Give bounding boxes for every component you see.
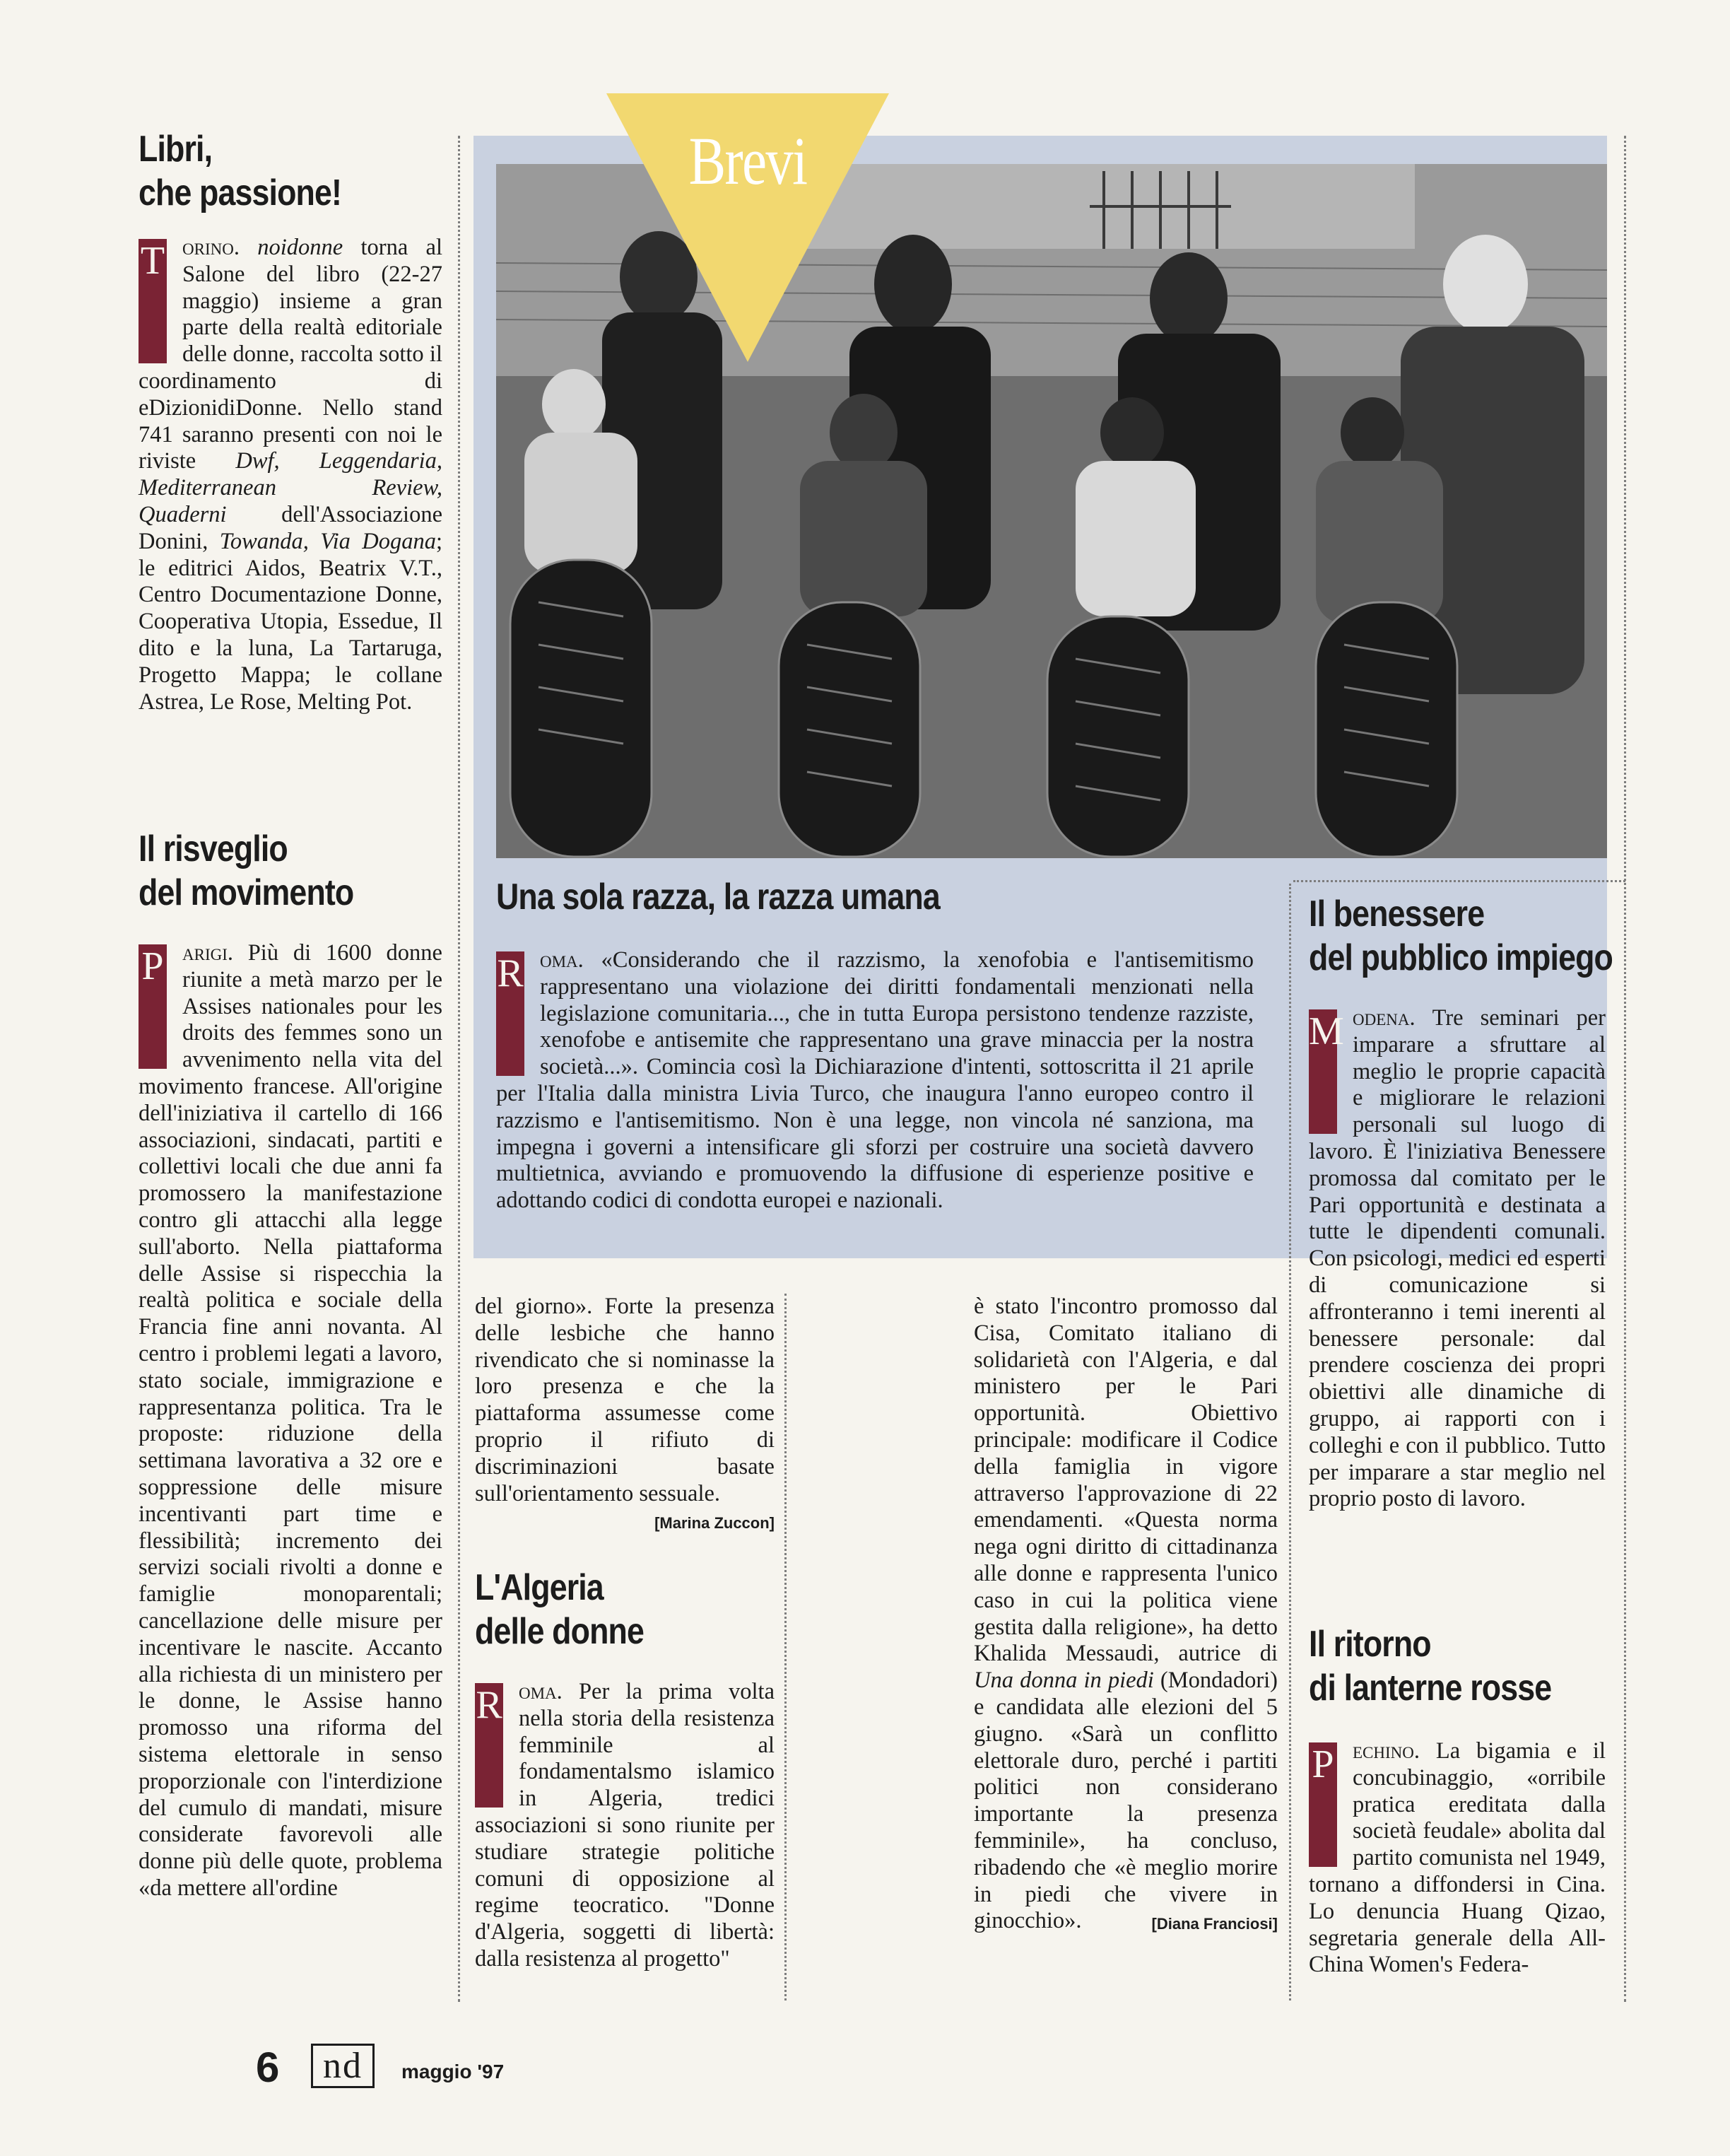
- body-lanterne: P echino. La bigamia e il concubinaggio, «orribile pratica ereditata dalla società feudale» abolita dal partito comunista nel 1949, tornano a diffondersi in Cina. Lo denuncia Huang Qizao, segretaria generale della All-China Women's Federa-: [1309, 1738, 1606, 1978]
- body-text: del giorno». Forte la presenza delle lesbiche che hanno rivendicato che si nominasse la loro presenza e che la piattaforma assumesse come proprio il rifiuto di discriminazioni basate sull'orientamento sessuale.: [475, 1294, 775, 1506]
- body-algeria: R oma. Per la prima volta nella storia della resistenza femminile al fondamentalsmo islamico in Algeria, tredici associazioni si sono riunite per studiare strategie politiche comuni di opposizione al regime teocratico. "Donne d'Algeria, soggetti di libertà: dalla resistenza al progetto": [475, 1679, 775, 1972]
- drop-cap: M: [1309, 1009, 1337, 1134]
- article-libri: [139, 127, 442, 715]
- author-byline: [Diana Franciosi]: [1151, 1915, 1278, 1933]
- author-byline: [Marina Zuccon]: [654, 1514, 775, 1533]
- headline-algeria: L'Algeria delle donne: [475, 1567, 645, 1652]
- drop-cap: R: [496, 951, 524, 1076]
- column-rule: [1624, 136, 1626, 2002]
- section-rule: [1293, 880, 1625, 882]
- body-libri: T orino. noidonne torna al Salone del libro (22-27 maggio) insieme a gran parte della realtà editoriale delle donne, raccolta sotto il coordinamento di eDizionidiDonne. Nello stand 741 saranno presenti con noi le riviste Dwf, Leggendaria, Mediterranean Review, Quaderni dell'Associazione Donini, Towanda, Via Dogana; le editrici Aidos, Beatrix V.T., Centro Documentazione Donne, Cooperativa Utopia, Essedue, Il dito e la luna, La Tartaruga, Progetto Mappa; le collane Astrea, Le Rose, Melting Pot.: [139, 235, 443, 715]
- drop-cap: T: [139, 239, 167, 363]
- body-text: La bigamia e il concubinaggio, «orribile pratica ereditata dalla società feudale» abolita dal partito comunista nel 1949, tornano a diffondersi in Cina. Lo denuncia Huang Qizao, segretaria generale della All-China Women's Federa-: [1309, 1738, 1606, 1978]
- headline-risveglio: Il risveglio del movimento: [139, 828, 354, 913]
- page-number: 6: [256, 2044, 280, 2091]
- body-text: è stato l'incontro promosso dal Cisa, Comitato italiano di solidarietà con l'Algeria, e dal ministero per le Pari opportunità. Obiettivo principale: modificare il Codice della famiglia in vigore attraverso l'approvazione di 22 emendamenti. «Questa norma nega ogni diritto di cittadinanza alle donne e rappresenta l'unico caso in cui la politica viene gestita dalla religione», ha detto Khalida Messaudi, autrice di Una donna in piedi (Mondadori) e candidata alle elezioni del 5 giugno. «Sarà un conflitto elettorale duro, perché i partiti politici non considerano importante la presenza femminile», ha concluso, ribadendo che «è meglio morire in piedi che vivere in ginocchio».: [974, 1294, 1278, 1934]
- headline-razza: Una sola razza, la razza umana: [496, 877, 940, 918]
- article-algeria-continued: [974, 1294, 1278, 1938]
- body-text: «Considerando che il razzismo, la xenofobia e l'antisemitismo rappresentano una violazione dei diritti fondamentali menzionati nella legislazione comunitaria..., che in tutta Europa persistono tendenze razziste, xenofobe e antisemite che rappresentano una grave minaccia per la nostra società...». Comincia così la Dichiarazione d'intenti, sottoscritta il 21 aprile per l'Italia dalla ministra Livia Turco, che inaugura l'anno europeo contro il razzismo e l'antisemitismo. Non è una legge, non vincola né sanziona, ma impegna i governi a intensificare gli sforzi per costruire una società davvero multietnica, avviando e promuovendo la diffusione di esperienze positive e adottando codici di condotta europei e nazionali.: [496, 947, 1254, 1214]
- column-rule: [458, 136, 460, 2002]
- drop-cap: P: [139, 944, 167, 1069]
- section-label: Brevi: [688, 123, 807, 199]
- column-rule: [1289, 884, 1291, 2000]
- article-razza: [496, 875, 1273, 919]
- drop-cap: R: [475, 1683, 503, 1808]
- headline-libri: Libri, che passione!: [139, 129, 342, 213]
- body-benessere: M odena. Tre seminari per imparare a sfruttare al meglio le proprie capacità e migliorare le relazioni personali sul luogo di lavoro. È l'iniziativa Benessere promossa dal comitato per le Pari opportunità e destinata a tutte le dipendenti comunali. Con psicologi, medici ed esperti di comunicazione si affronteranno i temi inerenti al benessere personale: dal prendere coscienza dei propri obiettivi alle dinamiche di gruppo, ai rapporti con i colleghi e con il pubblico. Tutto per imparare a star meglio nel proprio posto di lavoro.: [1309, 1005, 1606, 1512]
- body-text: Tre seminari per imparare a sfruttare al meglio le proprie capacità e migliorare le relazioni personali sul luogo di lavoro. È l'iniziativa Benessere promossa dal comitato per le Pari opportunità e destinata a tutte le dipendenti comunali. Con psicologi, medici ed esperti di comunicazione si affronteranno i temi inerenti al benessere personale: dal prendere coscienza dei propri obiettivi alle dinamiche di gruppo, ai rapporti con i colleghi e con il pubblico. Tutto per imparare a star meglio nel proprio posto di lavoro.: [1309, 1005, 1606, 1512]
- headline-lanterne: Il ritorno di lanterne rosse: [1309, 1624, 1552, 1709]
- drop-cap: P: [1309, 1742, 1337, 1867]
- article-algeria: [475, 1566, 775, 1973]
- body-risveglio: P arigi. Più di 1600 donne riunite a metà marzo per le Assises nationales pour les droits des femmes sono un avvenimento nella vita del movimento francese. All'origine dell'iniziativa il cartello di 166 associazioni, sindacati, partiti e collettivi locali che due anni fa promossero la manifestazione contro gli attacchi alla legge sull'aborto. Nella piattaforma delle Assise si rispecchia la realtà politica e sociale della Francia fine anni novanta. Al centro i problemi legati a lavoro, stato sociale, immigrazione e rappresentanza politica. Tra le proposte: riduzione della settimana lavorativa a 32 ore e soppressione delle misure incentivanti part time e flessibilità; incremento dei servizi sociali rivolti a donne e famiglie monoparentali; cancellazione delle misure per incentivare le nascite. Accanto alla richiesta di un ministero per le donne, le Assise hanno promosso una riforma del sistema elettorale in senso proporzionale con l'interdizione del cumulo di mandati, misure considerate favorevoli alle donne più delle quote, problema «da mettere all'ordine: [139, 940, 442, 1901]
- article-risveglio-continued: [475, 1294, 775, 1537]
- article-lanterne: [1309, 1622, 1606, 1979]
- body-text: Più di 1600 donne riunite a metà marzo per le Assises nationales pour les droits des femmes sono un avvenimento nella vita del movimento francese. All'origine dell'iniziativa il cartello di 166 associazioni, sindacati, partiti e collettivi locali che due anni fa promossero la manifestazione contro gli attacchi alla legge sull'aborto. Nella piattaforma delle Assise si rispecchia la realtà politica e sociale della Francia fine anni novanta. Al centro i problemi legati a lavoro, stato sociale, immigrazione e rappresentanza politica. Tra le proposte: riduzione della settimana lavorativa a 32 ore e soppressione delle misure incentivanti part time e flessibilità; incremento dei servizi sociali rivolti a donne e famiglie monoparentali; cancellazione delle misure per incentivare le nascite. Accanto alla richiesta di un ministero per le donne, le Assise hanno promosso una riforma del sistema elettorale in senso proporzionale con l'interdizione del cumulo di mandati, misure considerate favorevoli alle donne più delle quote, problema «da mettere all'ordine: [139, 940, 442, 1901]
- body-razza: R oma. «Considerando che il razzismo, la xenofobia e l'antisemitismo rappresentano una violazione dei diritti fondamentali menzionati nella legislazione comunitaria..., che in tutta Europa persistono tendenze razziste, xenofobe e antisemite che rappresentano una grave minaccia per la nostra società...». Comincia così la Dichiarazione d'intenti, sottoscritta il 21 aprile per l'Italia dalla ministra Livia Turco, che inaugura l'anno europeo contro il razzismo e l'antisemitismo. Non è una legge, non vincola né sanziona, ma impegna i governi a intensificare gli sforzi per costruire una società davvero multietnica, avviando e promuovendo la diffusione di esperienze positive e adottando codici di condotta europei e nazionali.: [496, 947, 1254, 1214]
- headline-benessere: Il benessere del pubblico impiego: [1309, 894, 1613, 978]
- article-risveglio: [139, 827, 442, 1902]
- article-benessere: [1309, 892, 1613, 1513]
- body-text: noidonne torna al Salone del libro (22-27 maggio) insieme a gran parte della realtà editoriale delle donne, raccolta sotto il coordinamento di eDizionidiDonne. Nello stand 741 saranno presenti con noi le riviste Dwf, Leggendaria, Mediterranean Review, Quaderni dell'Associazione Donini, Towanda, Via Dogana; le editrici Aidos, Beatrix V.T., Centro Documentazione Donne, Cooperativa Utopia, Essedue, Il dito e la luna, La Tartaruga, Progetto Mappa; le collane Astrea, Le Rose, Melting Pot.: [139, 235, 443, 715]
- magazine-logo: nd: [311, 2047, 375, 2085]
- body-text: Per la prima volta nella storia della resistenza femminile al fondamentalsmo islamico in Algeria, tredici associazioni si sono riunite per studiare strategie politiche comuni di opposizione al regime teocratico. "Donne d'Algeria, soggetti di libertà: dalla resistenza al progetto": [475, 1679, 775, 1972]
- column-rule: [784, 1294, 787, 2000]
- issue-date: maggio '97: [401, 2061, 505, 2082]
